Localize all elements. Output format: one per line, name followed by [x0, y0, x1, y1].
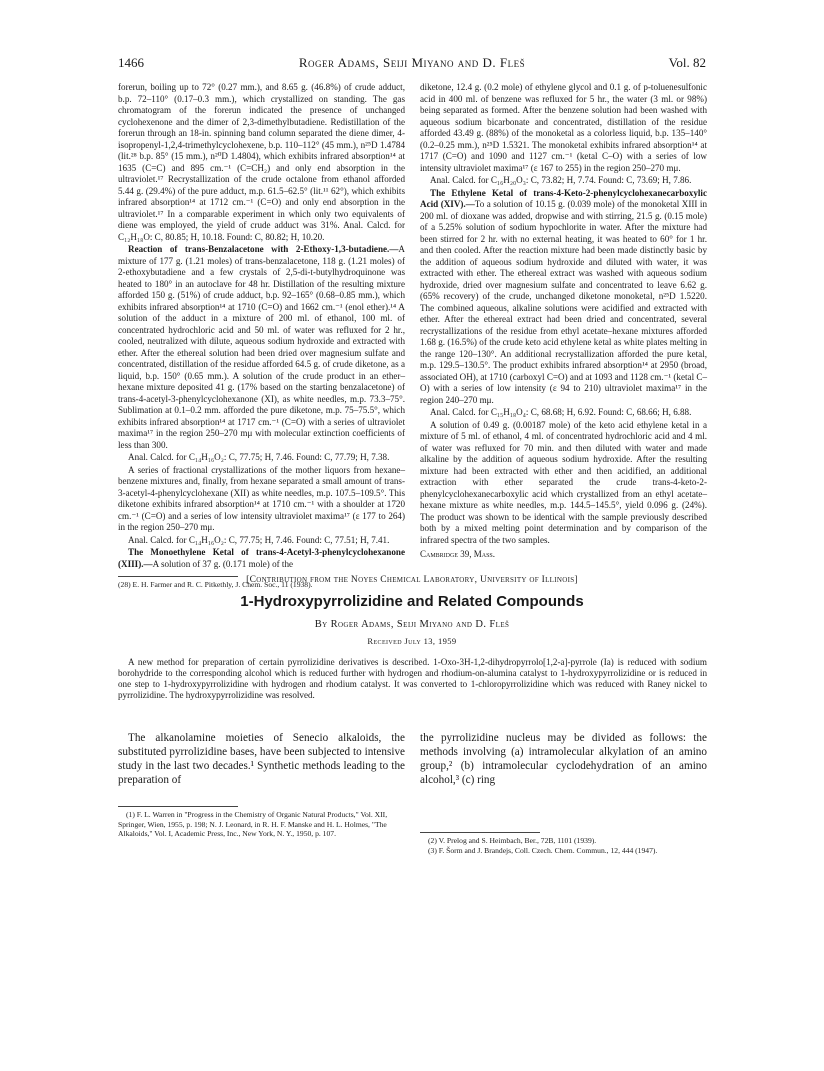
intro-left: The alkanolamine moieties of Senecio alkaloids, the substituted pyrrolizidine bases, have been subjected to intensive study in the last two decades.¹ Synthetic methods leading to the preparation of — [118, 732, 405, 786]
left-column-paragraph — [118, 82, 405, 243]
abstract: A new method for preparation of certain pyrrolizidine derivatives is described. 1-Oxo-3H-1,2-dihydropyrrolo[1,2-a]-pyrrole (Ia) is reduced with sodium borohydride to the corresponding alcohol which is reduced further with hydrogen and rhodium-on-alumina catalyst to 1-hydroxypyrrolizidine or is reduced in one step to 1-hydroxypyrrolizidine with hydrogen and rhodium catalyst. It was converted to 1-chloropyrrolizidine which was reduced with Raney nickel to pyrrolizidine. The hydroxypyrrolizidine was resolved. — [118, 657, 707, 700]
footnote: (3) F. Šorm and J. Brandejs, Coll. Czech. Chem. Commun., 12, 444 (1947). — [428, 845, 658, 855]
left-column-section-heading: Reaction of trans-Benzalacetone with 2-Ethoxy-1,3-butadiene.— — [128, 244, 399, 254]
left-column-paragraph-text: Anal. Calcd. for C₁₄H₁₆O₂: C, 77.75; H, 7.46. Found: C, 77.51; H, 7.41. — [128, 534, 390, 545]
left-column-section-heading: The Monoethylene Ketal of trans-4-Acetyl-3-phenylcyclohexanone (XIII).— — [118, 547, 405, 569]
right-column-paragraph-text: Anal. Calcd. for C₁₅H₁₈O₄: C, 68.68; H, 6.92. Found: C, 68.66; H, 6.88. — [430, 407, 692, 417]
left-column-paragraph — [118, 465, 405, 534]
running-title: Roger Adams, Seiji Miyano and D. Fleš — [298, 55, 526, 70]
contribution-line: [Contribution from the Noyes Chemical Laboratory, University of Illinois] — [246, 575, 578, 585]
footnotes-left — [118, 810, 405, 839]
received-date: Received July 13, 1959 — [367, 636, 457, 646]
left-column-paragraph — [118, 452, 405, 464]
left-column-paragraph-text: A mixture of 177 g. (1.21 moles) of trans-benzalacetone, 118 g. (1.21 moles) of 2-ethoxybutadiene and a few crystals of 2,5-di-t-butylhydroquinone was heated to 180° in an autoclave for 48 hr. Distillation of the resulting mixture afforded 150 g. (51%) of crude adduct, b.p. 92–165° (0.68–0.85 mm.), which exhibits infrared absorption¹⁴ at 1710 (C=O) and 1662 cm.⁻¹ (enol ether).¹⁴ A solution of the adduct in a mixture of 200 ml. of ethanol, 100 ml. of concentrated hydrochloric acid and 50 ml. of water was refluxed for 2 hr., cooled, neutralized with dilute, aqueous sodium hydroxide and extracted with ether. After the ethereal solution had been dried over magnesium sulfate and concentrated, distillation of the residue afforded 64.5 g. of crude diketone, as a liquid, b.p. 150° (0.65 mm.). A solution of the crude product in an ether–hexane mixture deposited 41 g. (17% based on the starting benzalacetone) of trans-4-acetyl-3-phenylcyclohexanone (XI), as white needles, m.p. 73.3–75°. Sublimation at 0.1–0.2 mm. afforded the pure diketone, m.p. 75–75.5°, which exhibits infrared absorption¹⁴ at 1717 cm.⁻¹ (C=O) with a series of ultraviolet maxima¹⁷ in the region 250–270 mμ with molecular extinction coefficients of less than 300. — [118, 244, 405, 450]
footnote-rule-right — [420, 832, 540, 833]
right-column-section-heading: The Ethylene Ketal of trans-4-Keto-2-phenylcyclohexanecarboxylic Acid (XIV).— — [420, 187, 707, 209]
left-column-paragraph-text: Anal. Calcd. for C₁₄H₁₆O₂: C, 77.75; H, 7.46. Found: C, 77.79; H, 7.38. — [128, 452, 390, 462]
right-column-paragraph — [420, 420, 707, 547]
location-line: Cambridge 39, Mass. — [420, 549, 496, 559]
right-column-paragraph-text: To a solution of 10.15 g. (0.039 mole) of the monoketal XIII in 200 ml. of dioxane was added, dropwise and with stirring, 21.5 g. (0.15 mole) of a 5.25% solution of sodium hypochlorite in water. After the mixture had been stirred for 2 hr. with no external heating, it was heated to 60° for 1 hr. and then cooled. After the reaction mixture had been made distinctly basic by the addition of aqueous sodium hydroxide and diluted with water, it was extracted with ether. The ethereal extract was washed with aqueous sodium hydroxide, dried over magnesium sulfate and concentrated to leave 6.62 g. (65% recovery) of the crude, unchanged diketone monoketal, n²⁵D 1.5220. The combined aqueous, alkaline solutions were acidified and extracted with ether. After the ethereal extract had been dried and concentrated, several recrystallizations of the residue from ethyl acetate–hexane mixtures afforded 1.68 g. (16.5%) of the crude keto acid ethylene ketal as white plates melting in the range 120–130°. An additional recrystallization afforded the pure ketal, m.p. 129.5–130.5°. The product exhibits infrared absorption¹⁴ at 2950 (broad, associated OH), at 1710 (carboxyl C=O) and at 1093 and 1128 cm.⁻¹ (ketal C–O) with a series of low intensity (ε 94 to 210) ultraviolet maxima¹⁷ in the region 240–270 mμ. — [420, 199, 707, 405]
right-column-paragraph-text: Anal. Calcd. for C₁₆H₂₀O₃: C, 73.82; H, 7.74. Found: C, 73.69; H, 7.86. — [430, 175, 692, 185]
left-column-paragraph-text: forerun, boiling up to 72° (0.27 mm.), and 8.65 g. (46.8%) of crude adduct, b.p. 72–110° (0.17–0.3 mm.), which crystallized on standing. The gas chromatogram of the forerun indicated the presence of unchanged cyclohexenone and the dimer of 2,3-dimethylbutadiene. Redistillation of the forerun through an 18-in. spinning band column separated the diene dimer, 4-isopropenyl-1,2,4-trimethylcyclohexene, b.p. 110–112° (45 mm.), n²⁵D 1.4784 (lit.²⁸ b.p. 85° (15 mm.), n²⁰D 1.4804), which exhibits infrared absorption¹⁴ at 1635 (C=C) and 895 cm.⁻¹ (C=CH₂) and only end absorption in the ultraviolet.¹⁷ Recrystallization of the crude octalone from ethanol afforded 5.44 g. (29.4%) of the pure adduct, m.p. 61.5–62.5° (lit.¹¹ 62°), which exhibits infrared absorption¹⁴ at 1712 cm.⁻¹ (C=O) and only end absorption in the ultraviolet.¹⁷ In a comparable experiment in which only two equivalents of diene was employed, the yield of crude adduct was 31%. Anal. Calcd. for C₁₂H₁₈O: C, 80.85; H, 10.18. Found: C, 80.82; H, 10.20. — [118, 82, 405, 242]
article-byline: By Roger Adams, Seiji Miyano and D. Fleš — [314, 619, 510, 630]
right-column — [420, 82, 707, 561]
page-number: 1466 — [118, 55, 144, 70]
right-column-paragraph — [420, 407, 707, 419]
right-column-paragraph — [420, 82, 707, 174]
footnotes-right — [420, 836, 707, 855]
left-column-paragraph-text: A series of fractional crystallizations of the mother liquors from hexane–benzene mixtures and, finally, from hexane separated a small amount of trans-3-acetyl-4-phenylcyclohexane (XII) as white needles, m.p. 107.5–109.5°. This diketone exhibits infrared absorption¹⁴ at 1710 cm.⁻¹ with a shoulder at 1720 cm.⁻¹ (C=O) and a series of low intensity ultraviolet maxima¹⁷ (ε 177 to 264) in the region 250–270 mμ. — [118, 464, 405, 532]
footnote-rule-left — [118, 806, 238, 807]
intro-right: the pyrrolizidine nucleus may be divided as follows: the methods involving (a) intramolecular alkylation of an amino group,² (b) intramolecular cyclodehydration of an amino alcohol,³ (c) ring — [420, 732, 707, 786]
volume-label: Vol. 82 — [668, 55, 706, 70]
left-column — [118, 82, 405, 590]
left-column-paragraph — [118, 244, 405, 451]
right-column-paragraph-text: diketone, 12.4 g. (0.2 mole) of ethylene glycol and 0.1 g. of p-toluenesulfonic acid in 400 ml. of benzene was refluxed for 5 hr., the water (3 ml. or 98%) being separated as formed. After the benzene solution had been washed with aqueous sodium bicarbonate and concentrated, distillation of the residue afforded 43.49 g. (88%) of the monoketal as a colorless liquid, b.p. 135–140° (0.2–0.25 mm.), n²⁵D 1.5321. The monoketal exhibits infrared absorption¹⁴ at 1717 (C=O) and 1090 and 1127 cm.⁻¹ (ketal C–O) with a series of low intensity ultraviolet maxima¹⁷ (ε 167 to 255) in the region 250–270 mμ. — [420, 82, 707, 173]
right-column-paragraph-text: A solution of 0.49 g. (0.00187 mole) of the keto acid ethylene ketal in a mixture of 5 ml. of ethanol, 4 ml. of concentrated hydrochloric acid and 4 ml. of water was refluxed for 70 min. and then diluted with water and made alkaline by the addition of aqueous sodium hydroxide. After the resulting mixture had been extracted with ether and then acidified, an additional extraction with ether separated the crude trans-4-keto-2-phenylcyclohexanecarboxylic acid which crystallized from an ethyl acetate–hexane mixture as white needles, m.p. 144.5–145.5°, yield 0.096 g. (24%). The product was shown to be identical with the sample previously described both by a mixed melting point determination and by comparison of the infrared spectra of the two samples. — [420, 419, 707, 545]
footnote: (1) F. L. Warren in "Progress in the Chemistry of Organic Natural Products," Vol. XII, Springer, Wien, 1955, p. 198; N. J. Leonard, in R. H. F. Manske and H. L. Holmes, "The Alkaloids," Vol. I, Academic Press, Inc., New York, N. Y., 1950, p. 107. — [118, 810, 388, 838]
left-column-paragraph-text: A solution of 37 g. (0.171 mole) of the — [152, 558, 294, 569]
article-title: 1-Hydroxypyrrolizidine and Related Compounds — [240, 593, 584, 610]
left-column-footnote: (28) E. H. Farmer and R. C. Pitkethly, J. Chem. Soc., 11 (1938). — [118, 580, 313, 589]
right-column-paragraph — [420, 175, 707, 187]
right-column-paragraph — [420, 188, 707, 407]
running-header — [118, 55, 706, 73]
left-column-paragraph — [118, 547, 405, 570]
left-column-paragraph — [118, 535, 405, 547]
footnote: (2) V. Prelog and S. Heimbach, Ber., 72B, 1101 (1939). — [428, 836, 597, 845]
